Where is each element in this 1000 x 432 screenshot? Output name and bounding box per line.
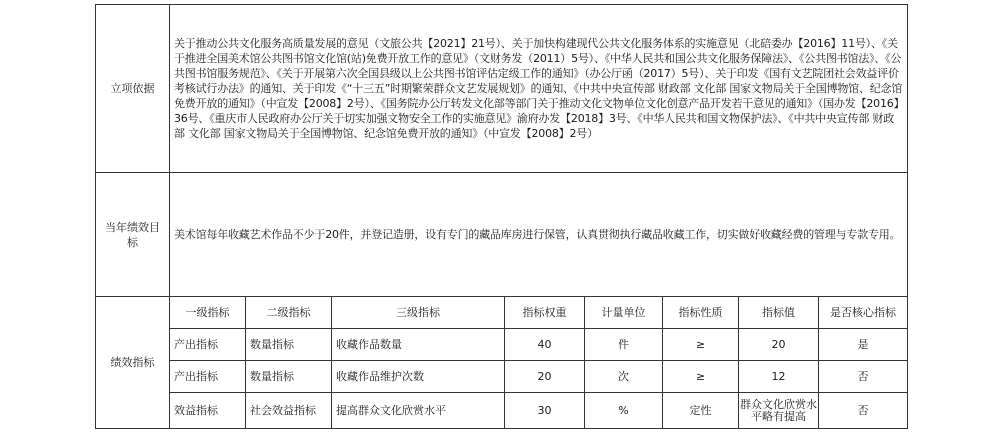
cell-level3: 收藏作品数量 [332,329,505,361]
cell-core: 否 [819,393,908,429]
cell-level1: 效益指标 [170,393,246,429]
header-value: 指标值 [739,297,819,329]
cell-core: 是 [819,329,908,361]
header-nature: 指标性质 [663,297,739,329]
table-row [96,329,908,361]
header-level1: 一级指标 [170,297,246,329]
header-core: 是否核心指标 [819,297,908,329]
cell-unit: % [585,393,663,429]
cell-unit: 次 [585,361,663,393]
basis-row [96,5,908,173]
cell-value: 20 [739,329,819,361]
cell-level2: 数量指标 [246,361,332,393]
basis-text: 关于推动公共文化服务高质量发展的意见（文旅公共【2021】21号）、关于加快构建现代公共文化服务体系的实施意见（北碚委办【2016】11号）、《关于推进全国美术馆公共图书馆文化馆(站)免费开放工作的意见》（文财务发（2011）5号）、《中华人民共和国公共文化服务保障法》、《公共图书馆法》、《公共图书馆服务规范》、《关于开展第六次全国县级以上公共图书馆评估定级工作的通知》（办公厅函（2017）5号）、关于印发《国有文艺院团社会效益评价考核试行办法》的通知、关于印发《“十三五”时期繁荣群众文艺发展规划》的通知、《中共中央宣传部 财政部 文化部 国家文物局关于全国博物馆、纪念馆免费开放的通知》（中宣发【2008】2号）、《国务院办公厅转发文化部等部门关于推动文化文物单位文化创意产品开发若干意见的通知》（国办发【2016】36号、《重庆市人民政府办公厅关于切实加强文物安全工作的实施意见》渝府办发【2018】3号、《中华人民共和国文物保护法》、《中共中央宣传部 财政部 文化部 国家文物局关于全国博物馆、纪念馆免费开放的通知》（中宣发【2008】2号） [170,5,908,173]
goal-text: 美术馆每年收藏艺术作品不少于20件，并登记造册，设有专门的藏品库房进行保管，认真贯彻执行藏品收藏工作，切实做好收藏经费的管理与专款专用。 [170,173,908,297]
cell-level1: 产出指标 [170,329,246,361]
cell-nature: ≥ [663,361,739,393]
cell-level2: 社会效益指标 [246,393,332,429]
indicator-header-row [96,297,908,329]
cell-level3: 收藏作品维护次数 [332,361,505,393]
cell-level1: 产出指标 [170,361,246,393]
performance-table [95,4,908,429]
cell-nature: 定性 [663,393,739,429]
cell-core: 否 [819,361,908,393]
goal-row [96,173,908,297]
header-unit: 计量单位 [585,297,663,329]
cell-nature: ≥ [663,329,739,361]
cell-value: 12 [739,361,819,393]
cell-weight: 20 [505,361,585,393]
goal-label: 当年绩效目标 [96,173,170,297]
basis-label: 立项依据 [96,5,170,173]
cell-unit: 件 [585,329,663,361]
cell-weight: 30 [505,393,585,429]
cell-value: 群众文化欣赏水平略有提高 [739,393,819,429]
cell-weight: 40 [505,329,585,361]
indicators-label: 绩效指标 [96,297,170,429]
cell-level3: 提高群众文化欣赏水平 [332,393,505,429]
header-level2: 二级指标 [246,297,332,329]
table-row [96,361,908,393]
cell-level2: 数量指标 [246,329,332,361]
table-row [96,393,908,429]
header-weight: 指标权重 [505,297,585,329]
header-level3: 三级指标 [332,297,505,329]
